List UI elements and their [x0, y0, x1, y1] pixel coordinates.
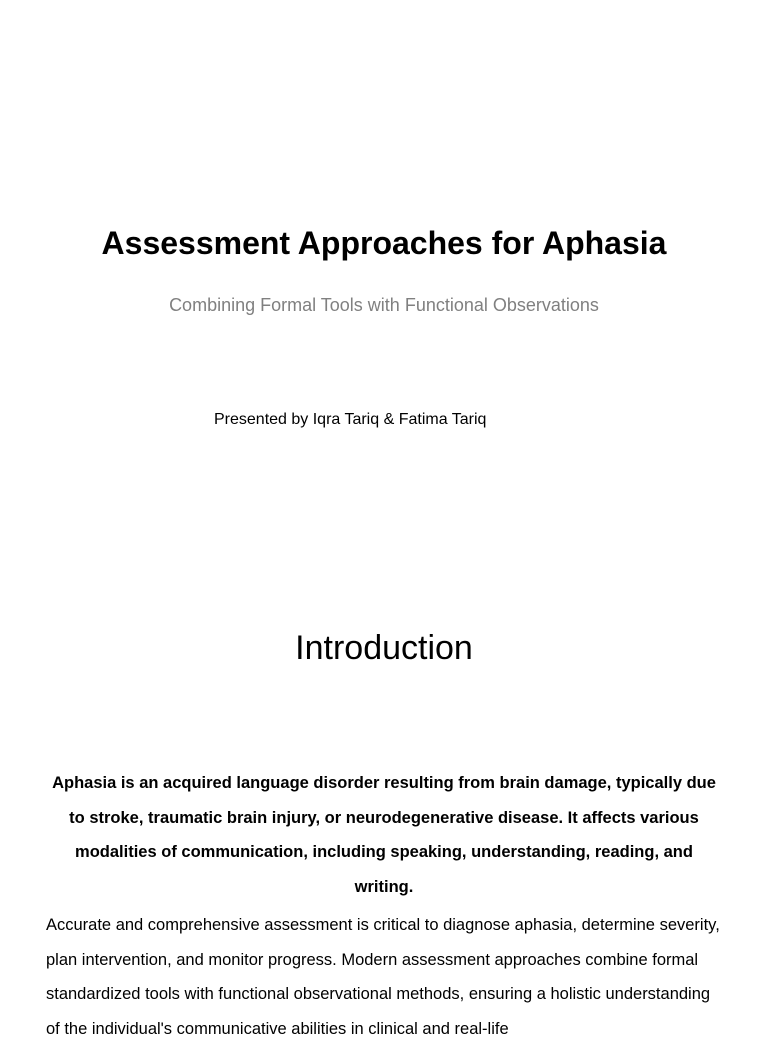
presenter-credit: Presented by Iqra Tariq & Fatima Tariq [214, 411, 487, 428]
introduction-heading: Introduction [295, 629, 473, 667]
intro-body-paragraph: Accurate and comprehensive assessment is critical to diagnose aphasia, determine severity, plan intervention, and monitor progress. Modern assessment approaches combine formal standardized tools with functional observational methods, ensuring a holistic understanding of the individual's communicative abilities in clinical and real-life [46, 916, 720, 1039]
slide-title: Assessment Approaches for Aphasia [101, 225, 667, 261]
intro-bold-paragraph: Aphasia is an acquired language disorder resulting from brain damage, typically due to stroke, traumatic brain injury, or neurodegenerative disease. It affects various modalities of communication, including speaking, understanding, reading, and writing. [52, 774, 716, 897]
slide-subtitle: Combining Formal Tools with Functional Observations [169, 295, 599, 315]
